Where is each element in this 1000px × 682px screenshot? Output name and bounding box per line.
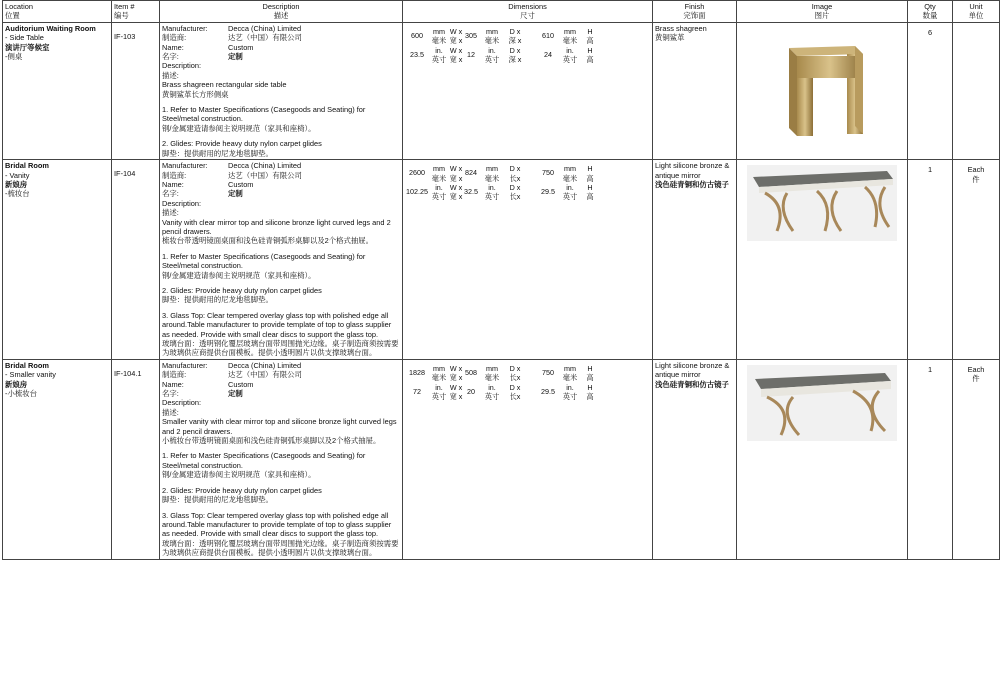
manufacturer-label: Manufacturer: xyxy=(162,360,208,370)
qty: 1 xyxy=(927,364,933,374)
dims-h-in: 29.5 xyxy=(541,186,555,196)
name-cn: 定制 xyxy=(228,189,243,199)
unit-label: 毫米 xyxy=(484,373,500,383)
unit-label: mm xyxy=(564,164,576,174)
item: IF-104 xyxy=(114,169,136,179)
manufacturer-label: Manufacturer: xyxy=(162,161,208,171)
unit-label: 宽 x xyxy=(449,373,463,383)
desc-label-cn: 描述: xyxy=(162,407,179,417)
manufacturer-label-cn: 制造商: xyxy=(162,370,187,380)
dims-h-in: 24 xyxy=(544,49,552,59)
dims-d-cn: 长x xyxy=(509,392,521,402)
unit-label: 宽 x xyxy=(449,173,463,183)
description-cell xyxy=(160,160,403,360)
unit-label: W x xyxy=(449,363,463,373)
unit-label: 毫米 xyxy=(431,173,447,183)
unit-label: H xyxy=(587,45,593,55)
finish-text: 黄铜鲨革 xyxy=(655,33,685,43)
dims-d-en: D x xyxy=(509,363,521,373)
item-number xyxy=(112,22,160,159)
manufacturer-label: Manufacturer: xyxy=(162,23,208,33)
desc: Smaller vanity with clear mirror top and silicone bronze light curved legs and 2 pencil drawers. xyxy=(162,417,397,436)
dims-d-in: 32.5 xyxy=(464,186,478,196)
spec-note-en: 3. Glass Top: Clear tempered overlay glass top with polished edge all around.Table manufacturer to provide template of top to glass supplier as needed. Provide with small clear discs to support the glass top. xyxy=(162,310,392,339)
header-description: Description 描述 xyxy=(160,1,403,23)
name-label-cn: 名字: xyxy=(162,189,179,199)
location-sub-cn: -小梳妆台 xyxy=(5,389,38,399)
spec-note xyxy=(162,311,400,358)
name-label-cn: 名字: xyxy=(162,389,179,399)
dims-h-in: 29.5 xyxy=(541,386,555,396)
name: Custom xyxy=(228,179,254,189)
dims-w-in: 23.5 xyxy=(410,49,424,59)
dimensions-cell xyxy=(403,22,653,159)
notes-list xyxy=(162,451,400,557)
unit-label: 英寸 xyxy=(562,392,578,402)
dims-d-cn: 长x xyxy=(509,192,521,202)
location-title: Bridal Room xyxy=(5,360,49,370)
dims-w-in: 102.25 xyxy=(406,186,428,196)
unit-cell xyxy=(953,22,1000,159)
unit-label: 高 xyxy=(586,192,594,202)
unit-cn: 件 xyxy=(972,174,980,184)
qty-cell xyxy=(908,359,953,559)
header-dimensions: Dimensions 尺寸 xyxy=(403,1,653,23)
spec-note-cn: 钢/金属建造请参阅主说明规范（家具和座椅）。 xyxy=(162,270,316,280)
spec-note-cn: 脚垫：提供耐用的尼龙地毯脚垫。 xyxy=(162,495,273,505)
notes-list xyxy=(162,105,400,158)
image-cell xyxy=(737,22,908,159)
finish-cell xyxy=(653,22,737,159)
qty: 1 xyxy=(927,165,933,175)
location-cell xyxy=(3,160,112,360)
desc: Vanity with clear mirror top and silicone bronze light curved legs and 2 pencil drawers. xyxy=(162,217,391,236)
dims-w-mm: 1828 xyxy=(409,367,425,377)
unit-label: H xyxy=(587,182,593,192)
dims-d-en: D x xyxy=(509,382,521,392)
manufacturer-label-cn: 制造商: xyxy=(162,33,187,43)
name: Custom xyxy=(228,42,254,52)
spec-note-en: 3. Glass Top: Clear tempered overlay glass top with polished edge all around.Table manufacturer to provide template of top to glass supplier as needed. Provide with small clear discs to support the glass top. xyxy=(162,510,392,539)
unit-label: mm xyxy=(486,164,498,174)
description-cell xyxy=(160,22,403,159)
header-location: Location 位置 xyxy=(3,1,112,23)
unit-label: mm xyxy=(433,26,445,36)
unit-label: in. xyxy=(566,45,574,55)
unit-label: 英寸 xyxy=(431,192,447,202)
location-sub: - Smaller vanity xyxy=(5,370,56,380)
unit-label: mm xyxy=(486,363,498,373)
unit-label: mm xyxy=(564,26,576,36)
desc-label: Description: xyxy=(162,61,202,71)
notes-list xyxy=(162,252,400,358)
location-sub-cn: -梳妆台 xyxy=(5,189,30,199)
name-label-cn: 名字: xyxy=(162,52,179,62)
image-cell xyxy=(737,160,908,360)
spec-note xyxy=(162,252,400,280)
unit-label: 英寸 xyxy=(431,392,447,402)
manufacturer-cn: 达艺（中国）有限公司 xyxy=(228,370,302,380)
dims-d-in: 12 xyxy=(467,49,475,59)
smaller-vanity-table-image xyxy=(747,365,897,441)
unit-label: 英寸 xyxy=(484,55,500,65)
schedule-row xyxy=(3,160,1000,360)
schedule-row xyxy=(3,359,1000,559)
spec-note xyxy=(162,105,400,133)
dims-d-en: D x xyxy=(509,45,521,55)
spec-note-en: 1. Refer to Master Specifications (Casegoods and Seating) for Steel/metal construction. xyxy=(162,451,366,470)
spec-note xyxy=(162,511,400,558)
unit-label: in. xyxy=(488,45,496,55)
dims-h-mm: 610 xyxy=(542,30,554,40)
location-title-cn: 新娘房 xyxy=(5,379,28,389)
unit-label: H xyxy=(587,382,593,392)
unit-label: in. xyxy=(435,382,443,392)
spec-note-en: 1. Refer to Master Specifications (Casegoods and Seating) for Steel/metal construction. xyxy=(162,105,366,124)
desc-label-cn: 描述: xyxy=(162,70,179,80)
qty: 6 xyxy=(927,27,933,37)
unit: Each xyxy=(967,165,985,175)
finish-text: 浅色硅青铜和仿古镜子 xyxy=(655,179,729,189)
qty-cell xyxy=(908,160,953,360)
brass-side-table-image xyxy=(767,36,877,146)
manufacturer-cn: 达艺（中国）有限公司 xyxy=(228,33,302,43)
dims-w-mm: 600 xyxy=(411,30,423,40)
spec-note-en: 2. Glides: Provide heavy duty nylon carpet glides xyxy=(162,485,322,495)
unit-label: 英寸 xyxy=(484,392,500,402)
unit-label: mm xyxy=(433,164,445,174)
unit-label: 高 xyxy=(586,55,594,65)
dims-h-mm: 750 xyxy=(542,367,554,377)
spec-note-en: 2. Glides: Provide heavy duty nylon carpet glides xyxy=(162,285,322,295)
name: Custom xyxy=(228,379,254,389)
desc-label-cn: 描述: xyxy=(162,208,179,218)
spec-note xyxy=(162,451,400,479)
spec-note-cn: 钢/金属建造请参阅主说明规范（家具和座椅）。 xyxy=(162,123,316,133)
unit-label: 英寸 xyxy=(562,55,578,65)
unit-label: W x xyxy=(449,26,463,36)
unit-label: W x xyxy=(449,164,463,174)
dims-d-mm: 508 xyxy=(465,367,477,377)
unit-label: 宽 x xyxy=(449,36,463,46)
dims-d-en: D x xyxy=(509,26,521,36)
spec-note-cn: 钢/金属建造请参阅主说明规范（家具和座椅）。 xyxy=(162,470,316,480)
unit-label: 宽 x xyxy=(449,192,463,202)
location-title-cn: 新娘房 xyxy=(5,179,28,189)
location-title: Bridal Room xyxy=(5,161,49,171)
unit-label: W x xyxy=(449,382,463,392)
unit-label: 毫米 xyxy=(431,373,447,383)
desc: Brass shagreen rectangular side table xyxy=(162,80,287,90)
finish-cell xyxy=(653,160,737,360)
unit-label: 宽 x xyxy=(449,55,463,65)
header-row xyxy=(3,1,1000,23)
unit-label: H xyxy=(587,164,593,174)
unit-cn: 件 xyxy=(972,374,980,384)
unit-label: H xyxy=(587,26,593,36)
item-number xyxy=(112,359,160,559)
dims-d-cn: 深 x xyxy=(508,36,522,46)
finish-text: 浅色硅青铜和仿古镜子 xyxy=(655,379,729,389)
spec-note-cn: 玻璃台面：透明钢化覆层玻璃台面带周围抛光边缘。桌子制造商须按需要为玻璃供应商提供台面模板。提供小透明圆片以供支撑玻璃台面。 xyxy=(162,538,399,558)
manufacturer: Decca (China) Limited xyxy=(228,161,302,171)
dims-d-in: 20 xyxy=(467,386,475,396)
dimensions-cell xyxy=(403,359,653,559)
header-image: Image 图片 xyxy=(737,1,908,23)
location-sub-cn: -侧桌 xyxy=(5,52,23,62)
unit-label: in. xyxy=(435,45,443,55)
header-unit: Unit 单位 xyxy=(953,1,1000,23)
item-number xyxy=(112,160,160,360)
unit-label: 宽 x xyxy=(449,392,463,402)
dims-w-in: 72 xyxy=(413,386,421,396)
location-sub: - Side Table xyxy=(5,33,44,43)
location-title: Auditorium Waiting Room xyxy=(5,23,96,33)
spec-note-cn: 脚垫：提供耐用的尼龙地毯脚垫。 xyxy=(162,295,273,305)
unit-label: in. xyxy=(488,182,496,192)
qty-cell xyxy=(908,22,953,159)
spec-note xyxy=(162,139,400,158)
unit-label: 英寸 xyxy=(562,192,578,202)
location-cell xyxy=(3,359,112,559)
finish-text: Light silicone bronze & antique mirror xyxy=(655,360,730,380)
unit-label: mm xyxy=(486,26,498,36)
unit-label: 毫米 xyxy=(484,173,500,183)
header-qty: Qty 数量 xyxy=(908,1,953,23)
dims-d-cn: 长x xyxy=(509,173,521,183)
spec-note-cn: 脚垫：提供耐用的尼龙地毯脚垫。 xyxy=(162,148,273,158)
unit-label: 英寸 xyxy=(484,192,500,202)
unit-label: 高 xyxy=(586,173,594,183)
spec-note-cn: 玻璃台面：透明钢化覆层玻璃台面带周围抛光边缘。桌子制造商须按需要为玻璃供应商提供台面模板。提供小透明圆片以供支撑玻璃台面。 xyxy=(162,339,399,358)
unit-label: in. xyxy=(566,182,574,192)
unit-label: 高 xyxy=(586,373,594,383)
finish-text: Brass shagreen xyxy=(655,23,707,33)
unit-label: 毫米 xyxy=(562,373,578,383)
dims-d-mm: 824 xyxy=(465,168,477,178)
finish-cell xyxy=(653,359,737,559)
name-cn: 定制 xyxy=(228,389,243,399)
spec-note-en: 1. Refer to Master Specifications (Casegoods and Seating) for Steel/metal construction. xyxy=(162,251,366,271)
desc-cn: 小梳妆台带透明镜面桌面和浅色硅青铜弧形桌脚以及2个格式抽屉。 xyxy=(162,436,381,446)
unit-label: 毫米 xyxy=(431,36,447,46)
dims-d-mm: 305 xyxy=(465,30,477,40)
dims-d-en: D x xyxy=(509,182,521,192)
location-cell xyxy=(3,22,112,159)
dims-d-en: D x xyxy=(509,164,521,174)
name-cn: 定制 xyxy=(228,52,243,62)
unit-label: 高 xyxy=(586,392,594,402)
desc-cn: 梳妆台带透明镜面桌面和浅色硅青铜弧形桌脚以及2个格式抽屉。 xyxy=(162,236,374,246)
desc-label: Description: xyxy=(162,398,202,408)
unit-label: in. xyxy=(435,182,443,192)
dims-h-mm: 750 xyxy=(542,168,554,178)
manufacturer-cn: 达艺（中国）有限公司 xyxy=(228,170,302,180)
unit-label: mm xyxy=(433,363,445,373)
unit-cell xyxy=(953,160,1000,360)
dims-d-cn: 长x xyxy=(509,373,521,383)
finish-text: Light silicone bronze & antique mirror xyxy=(655,161,730,180)
spec-note xyxy=(162,486,400,505)
location-title-cn: 演讲厅等候室 xyxy=(5,42,50,52)
unit-label: 英寸 xyxy=(431,55,447,65)
unit-label: H xyxy=(587,363,593,373)
unit-label: W x xyxy=(449,182,463,192)
spec-note-en: 2. Glides: Provide heavy duty nylon carpet glides xyxy=(162,139,322,149)
unit-cell xyxy=(953,359,1000,559)
name-label: Name: xyxy=(162,379,184,389)
name-label: Name: xyxy=(162,42,184,52)
dimensions-cell xyxy=(403,160,653,360)
dims-d-cn: 深 x xyxy=(508,55,522,65)
unit-label: W x xyxy=(449,45,463,55)
furniture-schedule-table xyxy=(2,0,1000,560)
desc-label: Description: xyxy=(162,198,202,208)
header-item: Item # 编号 xyxy=(112,1,160,23)
schedule-row xyxy=(3,22,1000,159)
dims-w-mm: 2600 xyxy=(409,168,425,178)
image-cell xyxy=(737,359,908,559)
unit-label: 毫米 xyxy=(562,36,578,46)
description-cell xyxy=(160,359,403,559)
spec-note xyxy=(162,286,400,305)
location-sub: - Vanity xyxy=(5,170,30,180)
name-label: Name: xyxy=(162,179,184,189)
vanity-table-image xyxy=(747,165,897,241)
desc-cn: 黄铜鲨革长方形侧桌 xyxy=(162,89,229,99)
unit: Each xyxy=(967,364,985,374)
unit-label: 毫米 xyxy=(484,36,500,46)
unit-label: 高 xyxy=(586,36,594,46)
item: IF-103 xyxy=(114,31,136,41)
item: IF-104.1 xyxy=(114,368,142,378)
unit-label: in. xyxy=(488,382,496,392)
manufacturer: Decca (China) Limited xyxy=(228,23,302,33)
unit-label: 毫米 xyxy=(562,173,578,183)
manufacturer: Decca (China) Limited xyxy=(228,360,302,370)
unit-label: mm xyxy=(564,363,576,373)
header-finish: Finish 完饰面 xyxy=(653,1,737,23)
unit-label: in. xyxy=(566,382,574,392)
manufacturer-label-cn: 制造商: xyxy=(162,170,187,180)
